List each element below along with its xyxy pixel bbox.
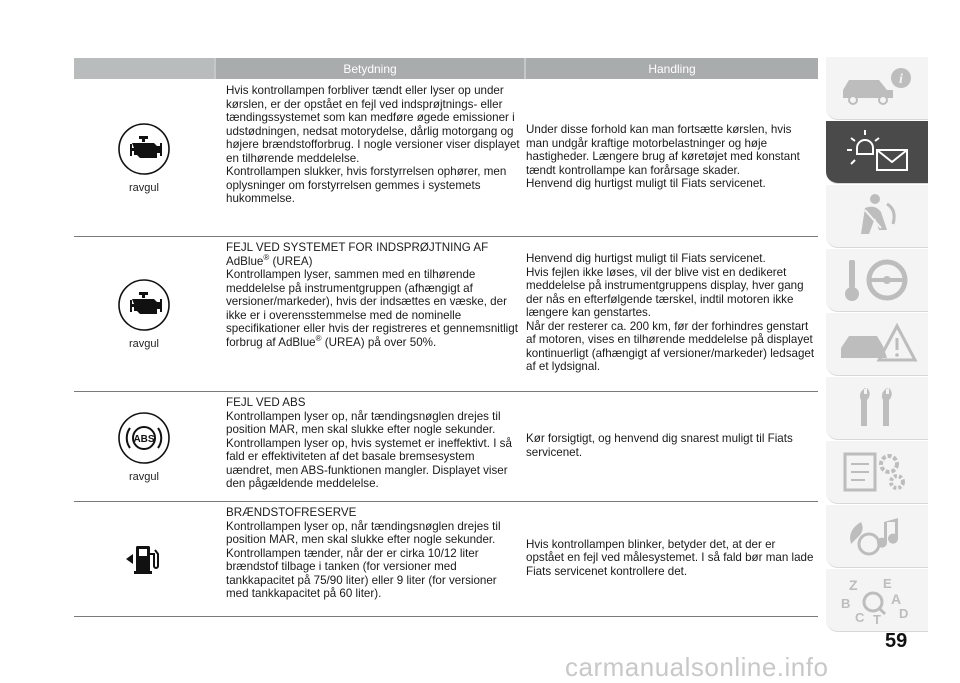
meaning-cell: [214, 502, 524, 616]
meaning-cell: [214, 237, 524, 391]
meaning-text: Kontrollampen lyser, sammen med en tilhørende meddelelse på instrumentgruppen (afhængigt af versioner/markeder), hvis der indsættes en væske, der ikke er i overensstemmelse med de nominelle specifikationer eller hvis der registreres et gennemsnitligt forbrug af AdBlue® (UREA) på over 50%.: [226, 268, 518, 349]
header-action: Handling: [526, 58, 818, 79]
page-number: 59: [885, 630, 908, 652]
icon-cell: [74, 237, 214, 391]
meaning-text: Kontrollampen slukker, hvis forstyrrelsen ophører, men oplysninger om forstyrrelsen gemmes i systemets hukommelse.: [226, 165, 507, 205]
table-row: [74, 80, 818, 237]
meaning-title: BRÆNDSTOFRESERVE: [226, 506, 357, 519]
header-meaning: Betydning: [216, 58, 524, 79]
chapter-tab-emergency[interactable]: [826, 313, 928, 376]
svg-text:C: C: [855, 610, 865, 625]
table-row: [74, 392, 818, 502]
meaning-text: Hvis kontrollampen forbliver tændt eller lyser op under kørslen, er der opstået en fejl ved indsprøjtnings- eller tændingssystemet som kan medføre øgede emissioner i udstødningen, nedsat motorydelse, dårlig motorgang og højere brændstofforbrug. I nogle versioner viser displayet en tilhørende meddelelse.: [226, 84, 520, 165]
action-text: Hvis fejlen ikke løses, vil der blive vist en dedikeret meddelelse på instrumentgruppens display, hver gang der nås en efterfølgende tærskel, indtil motoren ikke længere kan genstartes.: [526, 265, 804, 320]
table-header: [74, 58, 818, 80]
action-cell: [524, 237, 818, 391]
wrench-icon: [835, 382, 919, 434]
icon-color-label: ravgul: [129, 182, 159, 194]
car-breakdown-triangle-icon: [835, 318, 919, 370]
key-steering-wheel-icon: [835, 254, 919, 306]
action-cell: [524, 392, 818, 501]
warning-light-message-icon: [835, 126, 919, 178]
airbag-seatbelt-icon: [835, 190, 919, 242]
fuel-pump-icon: [124, 542, 164, 576]
table-row: [74, 237, 818, 392]
table-row: [74, 502, 818, 617]
meaning-title: FEJL VED SYSTEMET FOR INDSPRØJTNING AF AdBlue® (UREA): [226, 241, 489, 268]
meaning-cell: [214, 80, 524, 236]
meaning-title: FEJL VED ABS: [226, 396, 306, 409]
chapter-tab-warning-lights[interactable]: [826, 121, 928, 184]
chapter-index: [826, 57, 928, 633]
abs-warning-icon: [117, 411, 171, 465]
meaning-text: Kontrollampen lyser op, når tændingsnøglen drejes til position MAR, men skal slukke efter nogle sekunder. Kontrollampen lyser op, hvis systemet er ineffektivt. I så fald er effektiviteten af det basale bremsesystem uændret, men ABS-funktionen mangler. Displayet viser den pågældende meddelelse.: [226, 409, 512, 490]
action-cell: [524, 80, 818, 236]
chapter-tab-safety[interactable]: [826, 185, 928, 248]
svg-text:Z: Z: [849, 577, 858, 593]
chapter-tab-multimedia[interactable]: [826, 505, 928, 568]
chapter-tab-technical-data[interactable]: [826, 441, 928, 504]
engine-warning-icon: [117, 278, 171, 332]
car-info-icon: [835, 62, 919, 114]
svg-text:D: D: [899, 606, 909, 621]
warning-lights-table: [74, 58, 818, 617]
action-text: Når der resterer ca. 200 km, før der forhindres genstart af motoren, vises en tilhørende meddelelse på displayet kontinuerligt (afhængigt af versioner/markeder) ledsaget af et lydsignal.: [526, 319, 815, 374]
watermark: carmanualsonline.info: [565, 652, 829, 682]
chapter-tab-index[interactable]: [826, 569, 928, 632]
chapter-tab-maintenance[interactable]: [826, 377, 928, 440]
chapter-tab-car-info[interactable]: [826, 57, 928, 120]
header-icon-column: [74, 58, 214, 79]
meaning-text: Kontrollampen lyser op, når tændingsnøglen drejes til position MAR, men skal slukke efter nogle sekunder. Kontrollampen tænder, når der er cirka 10/12 liter brændstof tilbage i tanken (for versioner med tankkapacitet på 75/90 liter) eller 9 liter (for versioner med tankkapacitet på 60 liter).: [226, 519, 501, 600]
icon-cell: [74, 502, 214, 616]
multimedia-icon: [835, 510, 919, 562]
action-text: Under disse forhold kan man fortsætte kørslen, hvis man undgår kraftige motorbelastninger og høje hastigheder. Længere brug af køretøjet med konstant tændt kontrollampe kan forårsage skader.: [526, 123, 800, 177]
action-text: Hvis kontrollampen blinker, betyder det, at der er opstået en fejl ved målesystemet. I så fald bør man lade Fiats servicenet kontrollere det.: [526, 537, 814, 578]
chapter-tab-starting-driving[interactable]: [826, 249, 928, 312]
svg-text:E: E: [883, 576, 892, 591]
svg-text:B: B: [841, 596, 851, 611]
svg-text:ABS: ABS: [133, 433, 155, 445]
action-text: Kør forsigtigt, og henvend dig snarest muligt til Fiats servicenet.: [526, 432, 793, 459]
icon-cell: [74, 392, 214, 501]
icon-color-label: ravgul: [129, 470, 159, 483]
icon-cell: [74, 80, 214, 236]
alphabetical-index-icon: [835, 574, 919, 626]
svg-text:T: T: [873, 612, 881, 626]
action-cell: [524, 502, 818, 616]
engine-warning-icon: [117, 122, 171, 176]
action-text: Henvend dig hurtigst muligt til Fiats servicenet.: [526, 252, 766, 266]
action-text: Henvend dig hurtigst muligt til Fiats servicenet.: [526, 177, 766, 191]
icon-color-label: ravgul: [129, 338, 159, 350]
svg-text:A: A: [891, 591, 902, 607]
meaning-cell: [214, 392, 524, 501]
svg-text:i: i: [899, 72, 903, 87]
spec-gears-icon: [835, 446, 919, 498]
